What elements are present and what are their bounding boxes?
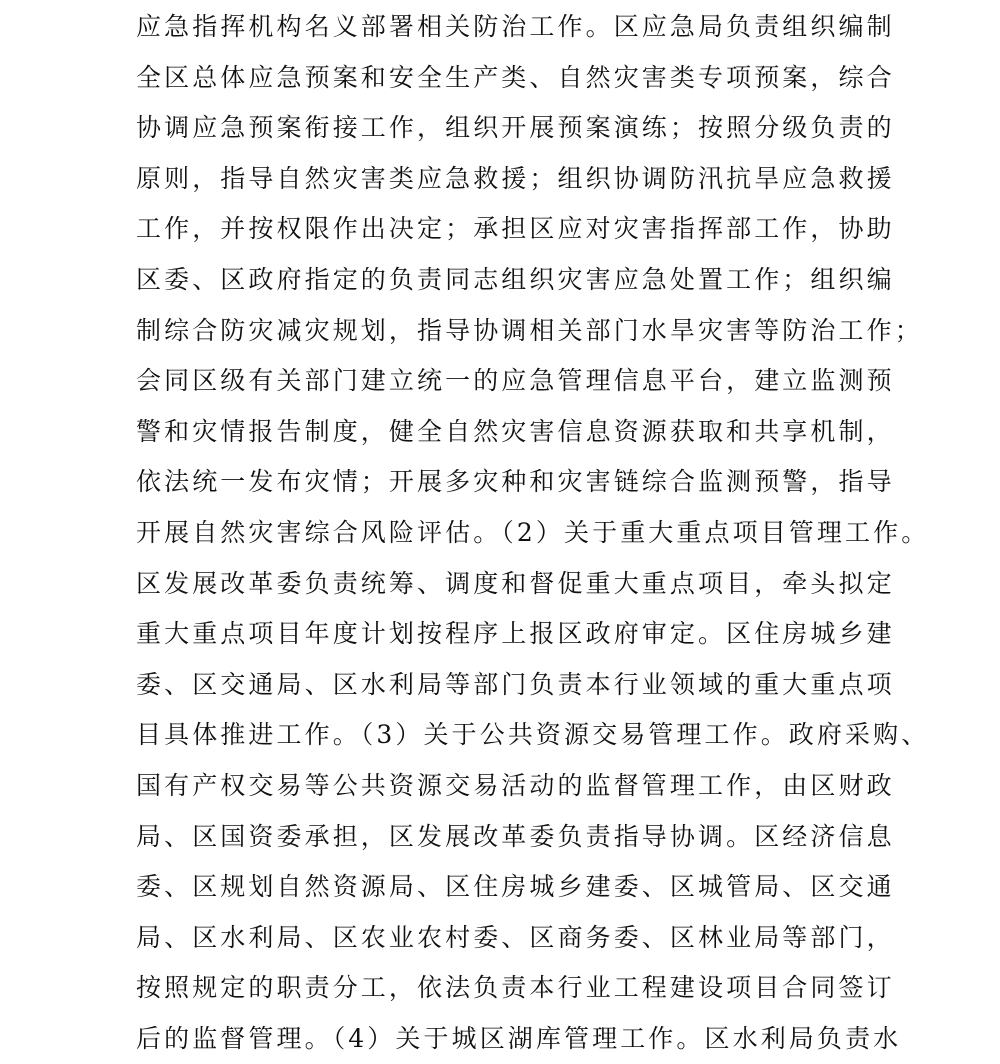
text-line: 依法统一发布灾情；开展多灾种和灾害链综合监测预警，指导 xyxy=(136,467,895,497)
text-line: 目具体推进工作。（3）关于公共资源交易管理工作。政府采购、 xyxy=(136,720,930,750)
text-line: 委、区规划自然资源局、区住房城乡建委、区城管局、区交通 xyxy=(136,872,895,902)
text-line: 重大重点项目年度计划按程序上报区政府审定。区住房城乡建 xyxy=(136,619,895,649)
text-line: 国有产权交易等公共资源交易活动的监督管理工作，由区财政 xyxy=(136,770,895,800)
text-line: 工作，并按权限作出决定；承担区应对灾害指挥部工作，协助 xyxy=(136,214,895,244)
text-line: 全区总体应急预案和安全生产类、自然灾害类专项预案，综合 xyxy=(136,62,895,92)
text-line: 区委、区政府指定的负责同志组织灾害应急处置工作；组织编 xyxy=(136,264,895,294)
text-line: 警和灾情报告制度，健全自然灾害信息资源获取和共享机制， xyxy=(136,416,895,446)
text-line: 会同区级有关部门建立统一的应急管理信息平台，建立监测预 xyxy=(136,366,895,396)
text-line: 制综合防灾减灾规划，指导协调相关部门水旱灾害等防治工作； xyxy=(136,315,923,345)
text-line: 原则，指导自然灾害类应急救援；组织协调防汛抗旱应急救援 xyxy=(136,163,895,193)
text-line: 开展自然灾害综合风险评估。（2）关于重大重点项目管理工作。 xyxy=(136,517,930,547)
text-line: 按照规定的职责分工，依法负责本行业工程建设项目合同签订 xyxy=(136,973,895,1003)
text-line: 协调应急预案衔接工作，组织开展预案演练；按照分级负责的 xyxy=(136,113,895,143)
body-text xyxy=(136,2,930,1064)
text-line: 局、区水利局、区农业农村委、区商务委、区林业局等部门， xyxy=(136,922,895,952)
text-line: 委、区交通局、区水利局等部门负责本行业领域的重大重点项 xyxy=(136,669,895,699)
text-line: 区发展改革委负责统筹、调度和督促重大重点项目，牵头拟定 xyxy=(136,568,895,598)
text-line: 应急指挥机构名义部署相关防治工作。区应急局负责组织编制 xyxy=(136,12,895,41)
text-line: 后的监督管理。（4）关于城区湖库管理工作。区水利局负责水 xyxy=(136,1023,902,1053)
text-line: 局、区国资委承担，区发展改革委负责指导协调。区经济信息 xyxy=(136,821,895,851)
